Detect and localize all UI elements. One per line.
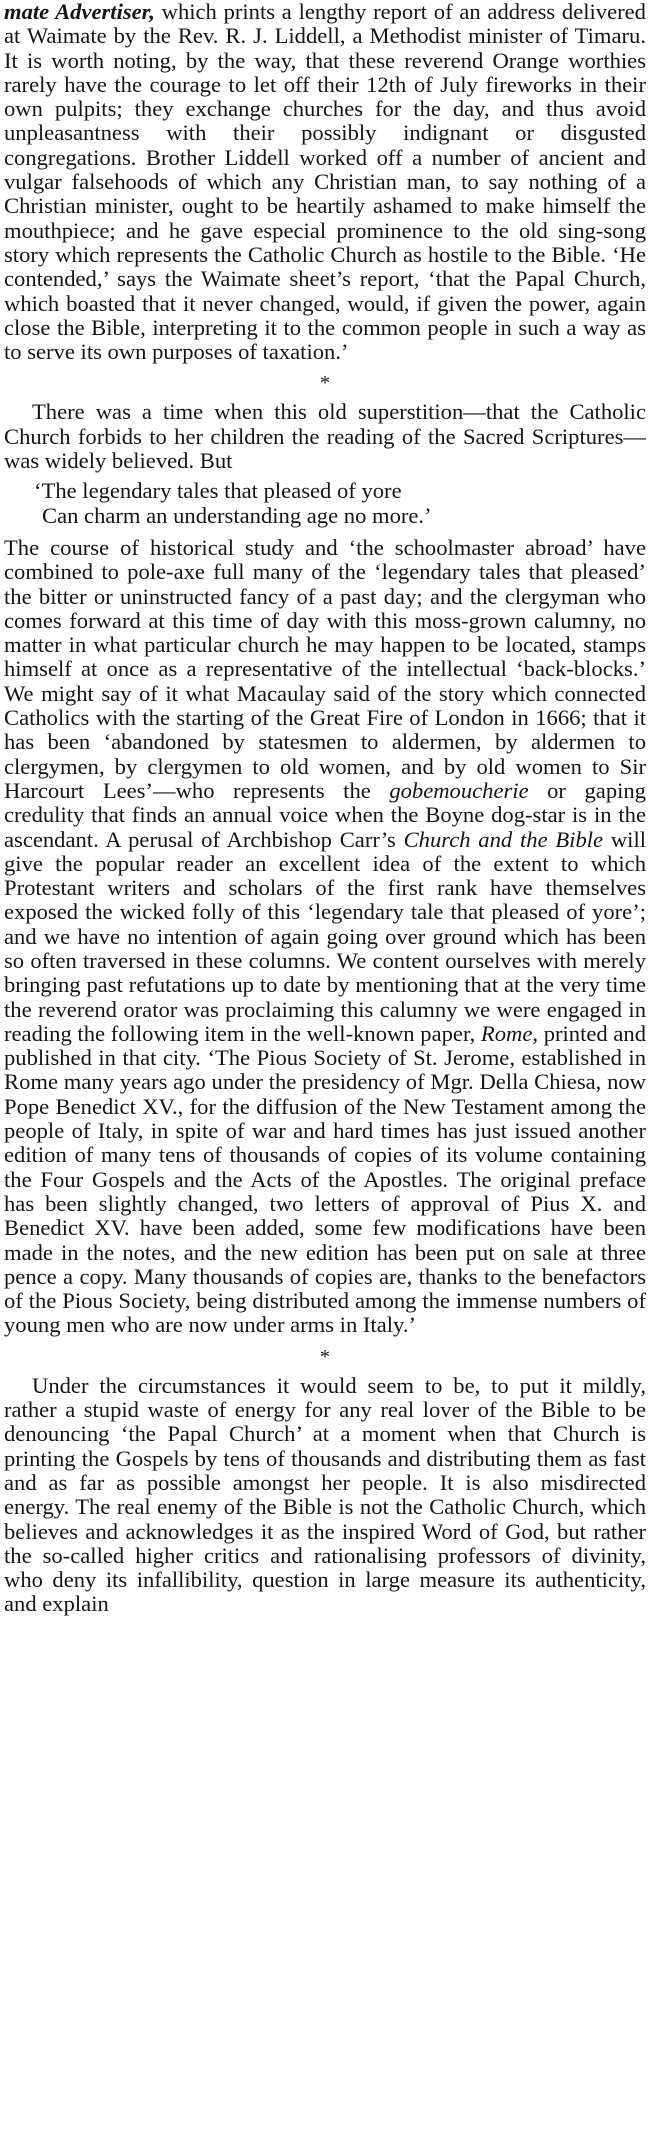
section-separator: * — [320, 1345, 330, 1368]
paragraph-1-text: which prints a lengthy report of an address delivered at Waimate by the Rev. R. J. Liddell, a Methodist minister of Timaru. It is worth noting, by the way, that these reverend Orange worthies rarely have the courage to let off their 12th of July fireworks in their own pulpits; they exchange churches for the day, and thus avoid unpleasantness with their possibly indignant or disgusted congregations. Brother Liddell worked off a number of ancient and vulgar falsehoods of which any Christian man, to say nothing of a Christian minister, ought to be heartily ashamed to make himself the mouthpiece; and he gave especial prominence to the old sing-song story which represents the Catholic Church as hostile to the Bible. ‘He contended,’ says the Waimate sheet’s report, ‘that the Papal Church, which boasted that it never changed, would, if given the power, again close the Bible, interpreting it to the common people in such a way as to serve its own purposes of taxation.’ — [4, 0, 646, 365]
publication-name: mate Advertiser, — [4, 0, 155, 24]
paragraph-3-text: or gaping credulity that finds an annual voice when the Boyne dog-star is in the ascendant. A perusal of Archbishop Carr’s — [4, 777, 646, 852]
verse-line: Can charm an understanding age no more.’ — [42, 502, 432, 528]
paragraph-3 — [4, 536, 646, 1338]
newspaper-title: Rome, — [480, 1020, 538, 1046]
book-title: Church and the Bible — [403, 826, 604, 852]
paragraph-3-text: The course of historical study and ‘the schoolmaster abroad’ have combined to pole-axe full many of the ‘legendary tales that pleased’ the bitter or uninstructed fancy of a past day; and the clergyman who comes forward at this time of day with this moss-grown calumny, no matter in what particular church he may happen to be located, stamps himself at once as a representative of the intellectual ‘back-blocks.’ We might say of it what Macaulay said of the story which connected Catholics with the starting of the Great Fire of London in 1666; that it has been ‘abandoned by statesmen to aldermen, by aldermen to clergymen, by clergymen to old women, and by old women to Sir Harcourt Lees’—who represents the — [4, 534, 646, 803]
paragraph-1 — [4, 0, 646, 364]
verse-quote — [34, 479, 646, 528]
paragraph-3-text: will give the popular reader an excellent idea of the extent to which Protestant writers and scholars of the first rank have themselves exposed the wicked folly of this ‘legendary tale that pleased of yore’; and we have no intention of again going over ground which has been so often traversed in these columns. We content ourselves with merely bringing past refutations up to date by mentioning that at the very time the reverend orator was proclaiming this calumny we were engaged in reading the following item in the well-known paper, — [4, 826, 646, 1046]
italic-term: gobemoucherie — [389, 777, 529, 803]
paragraph-2: There was a time when this old superstition—that the Catholic Church forbids to her children the reading of the Sacred Scriptures—was widely believed. But — [4, 399, 646, 474]
article-column — [4, 0, 646, 2149]
section-separator: * — [320, 372, 330, 395]
paragraph-4: Under the circumstances it would seem to be, to put it mildly, rather a stupid waste of energy for any real lover of the Bible to be denouncing ‘the Papal Church’ at a moment when that Church is printing the Gospels by tens of thousands and distributing them as fast and as far as possible amongst her people. It is also misdirected energy. The real enemy of the Bible is not the Catholic Church, which believes and acknowledges it as the inspired Word of God, but rather the so-called higher critics and rationalising professors of divinity, who deny its infallibility, question in large measure its authenticity, and explain — [4, 1372, 646, 1617]
paragraph-3-text: printed and published in that city. ‘The Pious Society of St. Jerome, established in Rome many years ago under the presidency of Mgr. Della Chiesa, now Pope Benedict XV., for the diffusion of the New Testament among the people of Italy, in spite of war and hard times has just issued another edition of many tens of thousands of copies of its volume containing the Four Gospels and the Acts of the Apostles. The original preface has been slightly changed, two letters of approval of Pius X. and Benedict XV. have been added, some few modifications have been made in the notes, and the new edition has been put on sale at three pence a copy. Many thousands of copies are, thanks to the benefactors of the Pious Society, being distributed among the immense numbers of young men who are now under arms in Italy.’ — [4, 1020, 646, 1338]
verse-line: ‘The legendary tales that pleased of yore — [34, 478, 402, 504]
